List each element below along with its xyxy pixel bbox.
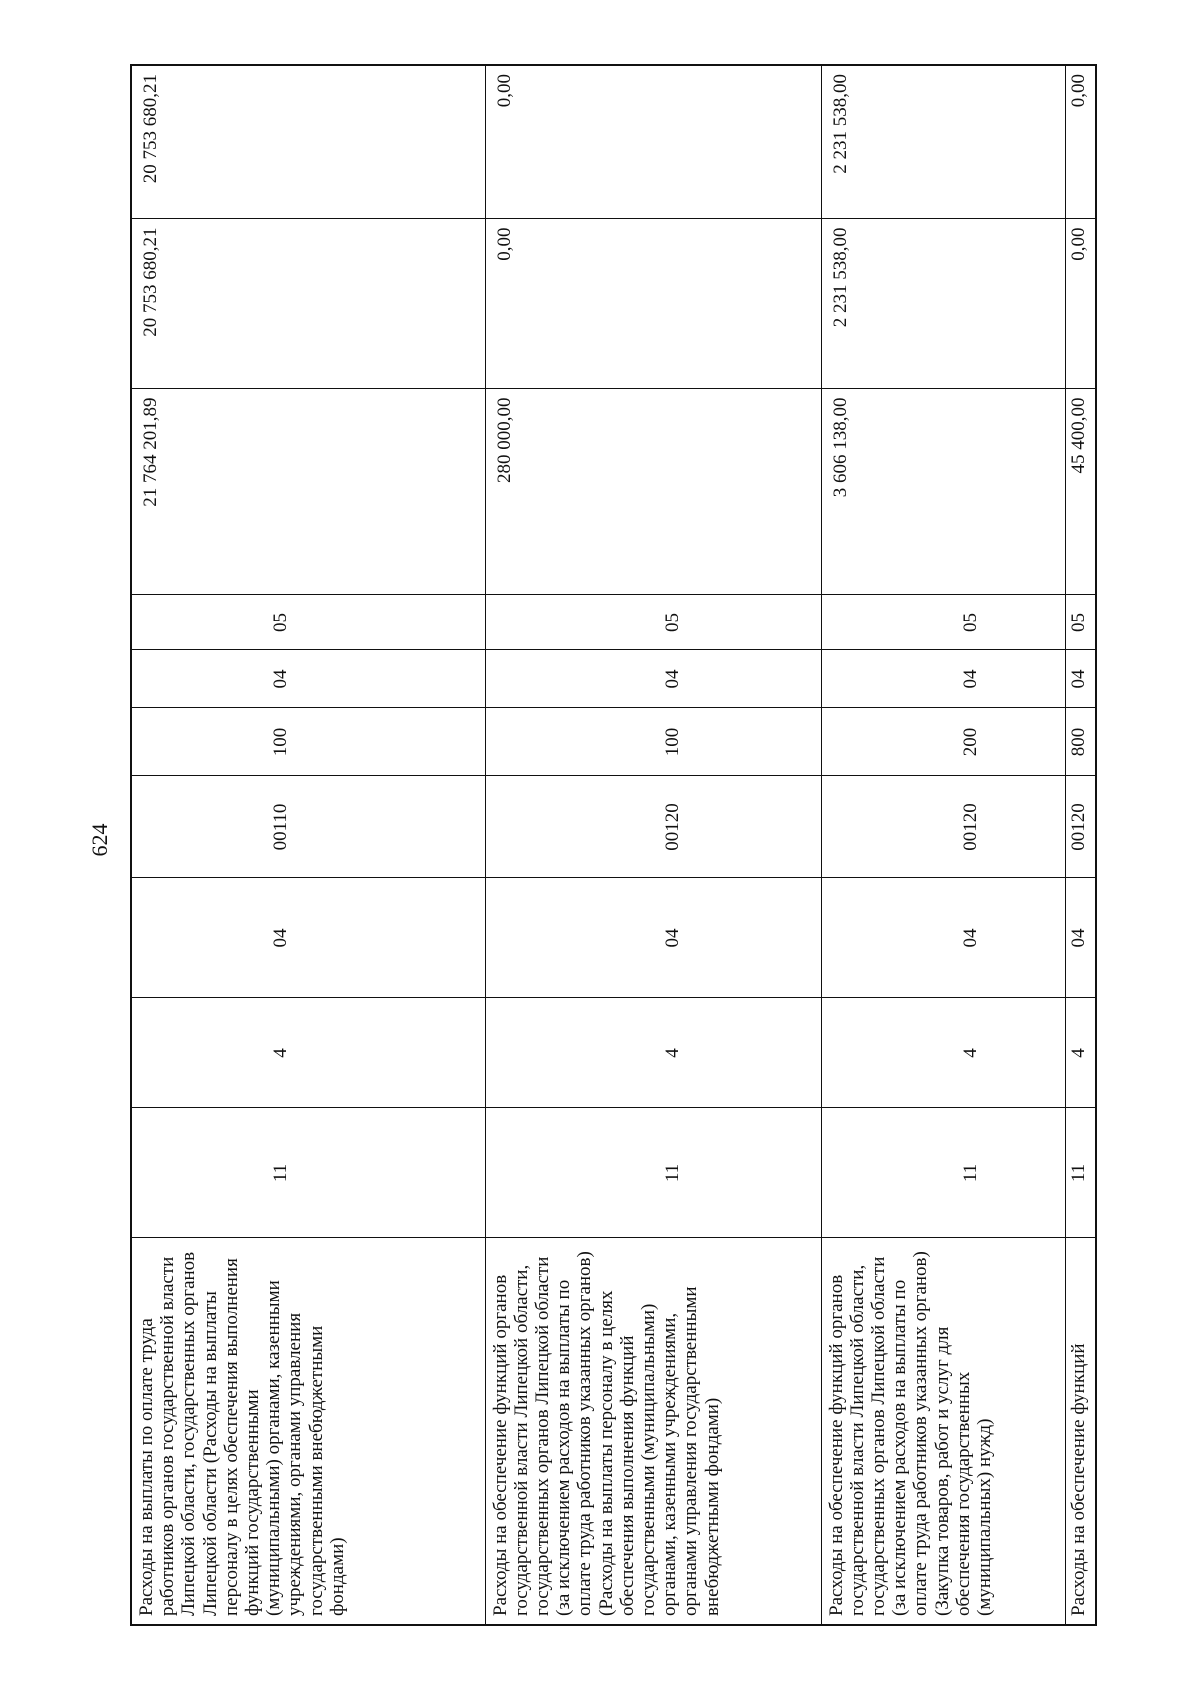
code-cell: 04 — [821, 878, 1065, 998]
table-row — [821, 65, 1065, 1625]
amount-cell: 20 753 680,21 — [131, 65, 485, 219]
code-cell: 04 — [131, 650, 485, 708]
code-cell: 4 — [485, 998, 821, 1108]
amount-cell: 21 764 201,89 — [131, 389, 485, 595]
code-cell: 00120 — [1065, 776, 1096, 878]
page-number: 624 — [87, 823, 112, 857]
budget-table — [130, 64, 1097, 1626]
code-cell: 11 — [131, 1108, 485, 1238]
code-cell: 04 — [485, 650, 821, 708]
code-cell: 100 — [131, 708, 485, 776]
table-row — [485, 65, 821, 1625]
rotated-page — [130, 66, 1095, 1626]
code-cell: 04 — [485, 878, 821, 998]
code-cell: 11 — [1065, 1108, 1096, 1238]
code-cell: 200 — [821, 708, 1065, 776]
code-cell: 00110 — [131, 776, 485, 878]
amount-cell: 280 000,00 — [485, 389, 821, 595]
amount-cell: 2 231 538,00 — [821, 65, 1065, 219]
amount-cell: 45 400,00 — [1065, 389, 1096, 595]
code-cell: 800 — [1065, 708, 1096, 776]
amount-cell: 0,00 — [485, 65, 821, 219]
amount-cell: 0,00 — [1065, 65, 1096, 219]
code-cell: 04 — [821, 650, 1065, 708]
amount-cell: 3 606 138,00 — [821, 389, 1065, 595]
code-cell: 100 — [485, 708, 821, 776]
code-cell: 4 — [1065, 998, 1096, 1108]
code-cell: 00120 — [821, 776, 1065, 878]
document-sheet — [130, 66, 1095, 1626]
table-row — [1065, 65, 1096, 1625]
expense-name-cell: Расходы на обеспечение функций — [1065, 1238, 1096, 1625]
code-cell: 00120 — [485, 776, 821, 878]
amount-cell: 20 753 680,21 — [131, 219, 485, 389]
code-cell: 4 — [131, 998, 485, 1108]
expense-name-cell: Расходы на обеспечение функций органов государственной власти Липецкой области, государственных органов Липецкой области (за исключением расходов на выплаты по оплате труда работников указанных органов) (Расходы на выплаты персоналу в целях обеспечения выполнения функций государственными (муниципальными) органами, казенными учреждениями, органами управления государственными внебюджетными фондами) — [485, 1238, 821, 1625]
code-cell: 05 — [131, 595, 485, 650]
code-cell: 11 — [821, 1108, 1065, 1238]
amount-cell: 0,00 — [1065, 219, 1096, 389]
table-row — [131, 65, 485, 1625]
code-cell: 11 — [485, 1108, 821, 1238]
code-cell: 04 — [1065, 878, 1096, 998]
expense-name-cell: Расходы на обеспечение функций органов государственной власти Липецкой области, государственных органов Липецкой области (за исключением расходов на выплаты по оплате труда работников указанных органов) (Закупка товаров, работ и услуг для обеспечения государственных (муниципальных) нужд) — [821, 1238, 1065, 1625]
code-cell: 04 — [131, 878, 485, 998]
code-cell: 04 — [1065, 650, 1096, 708]
code-cell: 05 — [821, 595, 1065, 650]
expense-name-cell: Расходы на выплаты по оплате труда работников органов государственной власти Липецкой области, государственных органов Липецкой области (Расходы на выплаты персоналу в целях обеспечения выполнения функций государственными (муниципальными) органами, казенными учреждениями, органами управления государственными внебюджетными фондами) — [131, 1238, 485, 1625]
amount-cell: 0,00 — [485, 219, 821, 389]
amount-cell: 2 231 538,00 — [821, 219, 1065, 389]
code-cell: 4 — [821, 998, 1065, 1108]
code-cell: 05 — [485, 595, 821, 650]
code-cell: 05 — [1065, 595, 1096, 650]
